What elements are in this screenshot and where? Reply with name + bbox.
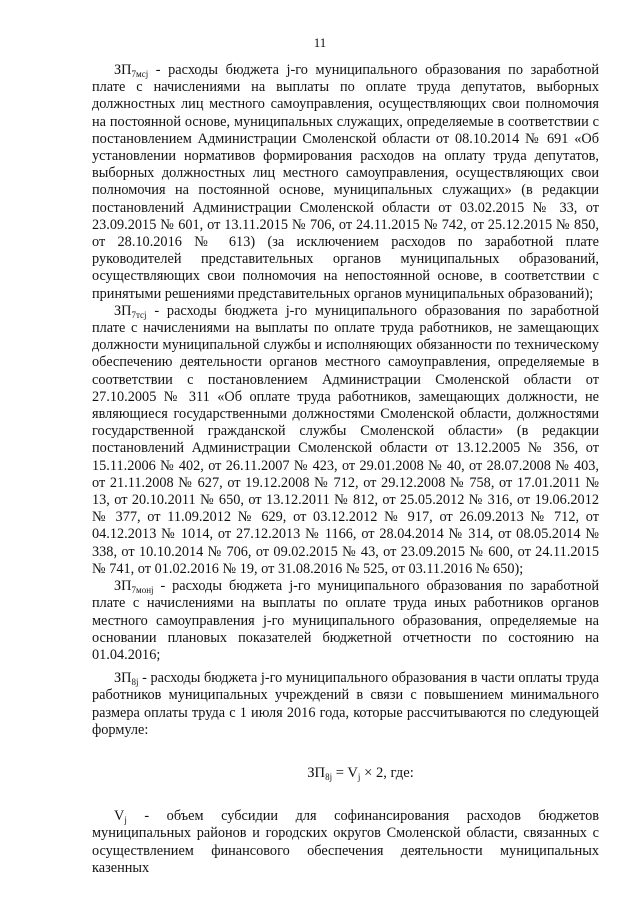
symbol-zp8j: $ЗП_{8j}$ [114, 670, 139, 688]
symbol-zp7tsj: $ЗП_{7тсj}$ [114, 302, 147, 320]
paragraph-zp7monj: $ЗП_{7монj}$ - расходы бюджета j-го муниципального образования по заработной плате с начислениями на выплаты по оплате труда иных работников органов местного самоуправления j-го муниципального образования, определяемые на основании плановых показателей бюджетной отчетности по состоянию на 01.04.2016; [92, 578, 599, 663]
symbol-vj: $V_j$ [114, 808, 127, 826]
symbol-zp7monj: $ЗП_{7монj}$ [114, 578, 154, 596]
formula: $ЗП_{8j} = V_j \times 2$, где: [307, 764, 414, 782]
paragraph-zp7msj: $ЗП_{7мсj}$ - расходы бюджета j-го муниципального образования по заработной плате с начислениями на выплаты по оплате труда депутатов, выборных должностных лиц местного самоуправления, осуществляющих свои полномочия на постоянной основе, муниципальных служащих, определяемые в соответствии с постановлением Администрации Смоленской области от 08.10.2014 № 691 «Об установлении нормативов формирования расходов на оплату труда депутатов, выборных должностных лиц местного самоуправления, осуществляющих свои полномочия на постоянной основе, муниципальных служащих» (в редакции постановлений Администрации Смоленской области от 03.02.2015 № 33, от 23.09.2015 № 601, от 13.11.2015 № 706, от 24.11.2015 № 742, от 25.12.2015 № 850, от 28.10.2016 № 613) (за исключением расходов по заработной плате руководителей представительных органов муниципальных образований, осуществляющих свои полномочия на непостоянной основе, в соответствии с принятыми решениями представительных органов муниципальных образований); [92, 62, 599, 302]
page-number: 11 [313, 35, 327, 50]
paragraph-zp7tsj: $ЗП_{7тсj}$ - расходы бюджета j-го муниципального образования по заработной плате с начислениями на выплаты по оплате труда работников, не замещающих должности муниципальной службы и исполняющих обязанности по техническому обеспечению деятельности органов местного самоуправления, определяемые в соответствии с постановлением Администрации Смоленской области от 27.10.2005 № 311 «Об оплате труда работников, замещающих должности, не являющиеся государственными должностями Смоленской области, должностями государственной гражданской службы Смоленской области» (в редакции постановлений Администрации Смоленской области от 13.12.2005 № 356, от 15.11.2006 № 402, от 26.11.2007 № 423, от 29.01.2008 № 40, от 28.07.2008 № 403, от 21.11.2008 № 627, от 19.12.2008 № 712, от 29.12.2008 № 758, от 17.01.2011 № 13, от 20.10.2011 № 650, от 13.12.2011 № 812, от 25.05.2012 № 316, от 19.06.2012 № 377, от 11.09.2012 № 629, от 03.12.2012 № 917, от 26.09.2013 № 712, от 04.12.2013 № 1014, от 27.12.2013 № 1166, от 28.04.2014 № 314, от 08.05.2014 № 338, от 10.10.2014 № 706, от 09.02.2015 № 43, от 23.09.2015 № 600, от 24.11.2015 № 741, от 01.02.2016 № 19, от 31.08.2016 № 525, от 03.11.2016 № 650); [92, 302, 599, 577]
paragraph-vj: $V_j$ - объем субсидии для софинансирования расходов бюджетов муниципальных районов и городских округов Смоленской области, связанных с осуществлением финансового обеспечения деятельности муниципальных казенных [92, 808, 599, 876]
paragraph-zp8j: $ЗП_{8j}$ - расходы бюджета j-го муниципального образования в части оплаты труда работников муниципальных учреждений в связи с повышением минимального размера оплаты труда с 1 июля 2016 года, которые рассчитываются по следующей формуле: [92, 670, 599, 738]
symbol-zp7msj: $ЗП_{7мсj}$ [114, 62, 149, 79]
document-body [92, 62, 599, 877]
